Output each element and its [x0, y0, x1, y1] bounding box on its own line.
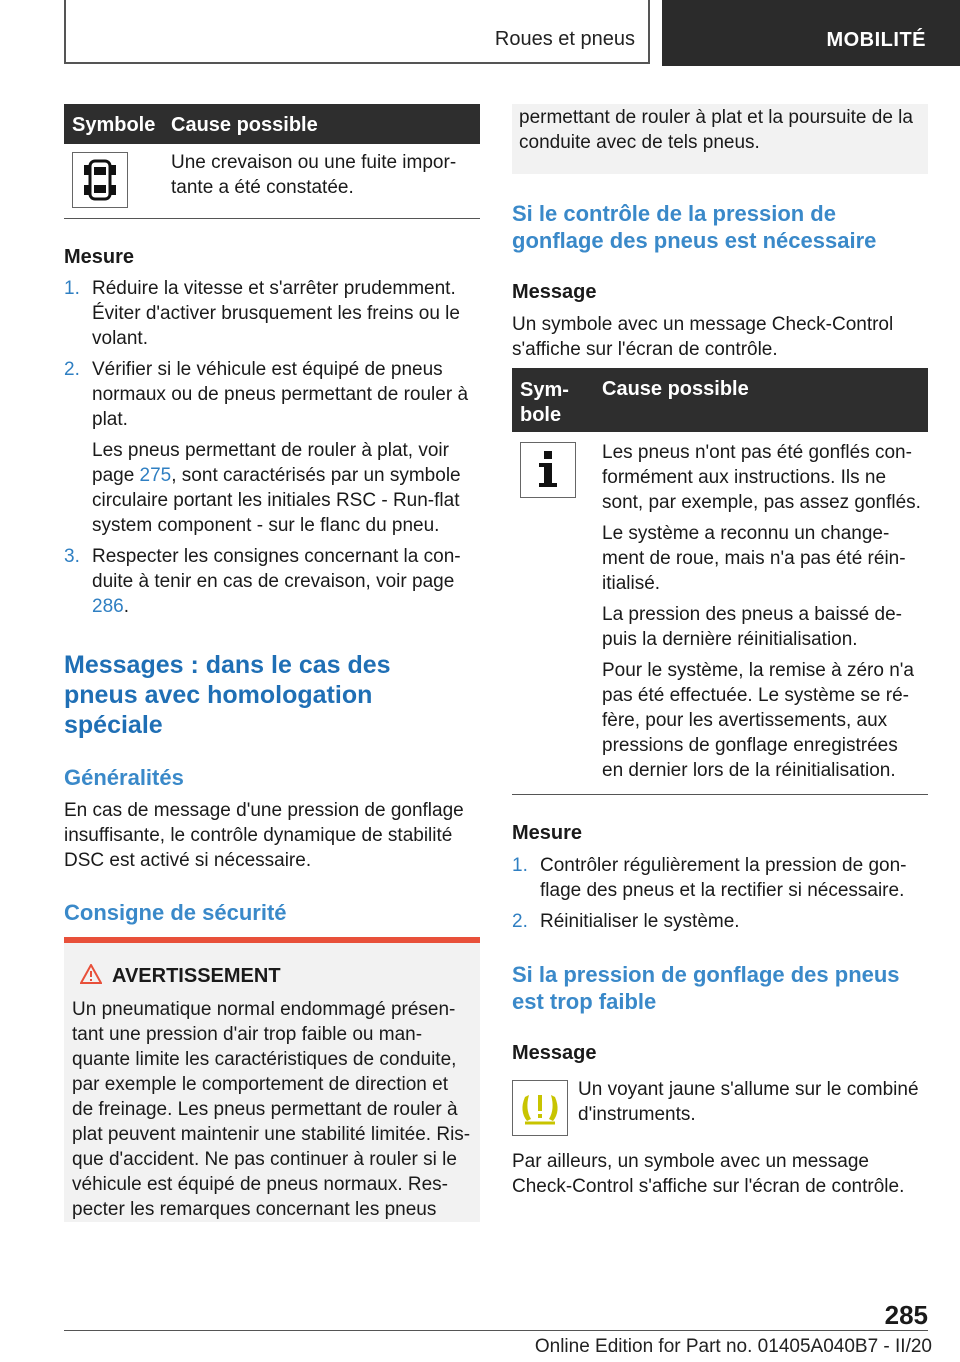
mesure2-item-2 — [512, 909, 924, 934]
car-puncture-icon — [72, 152, 128, 208]
mesure1-list — [64, 276, 476, 625]
list-text: Contrôler régulièrement la pression de gon-flage des pneus et la rectifier si nécessaire. — [540, 855, 907, 901]
faible-after-text: Par ailleurs, un symbole avec un message Check-Control s'affiche sur l'écran de contrôle. — [512, 1151, 905, 1197]
controle-message-title: Message — [512, 281, 597, 303]
list-text-end: . — [123, 596, 129, 617]
edition-note: Online Edition for Part no. 01405A040B7 - II/20 — [534, 1336, 932, 1357]
list-number: 1. — [64, 278, 80, 299]
list-text: Vérifier si le véhicule est équipé de pneus normaux ou de pneus permettant de rouler à plat. — [92, 359, 469, 430]
table1-bottom-rule — [64, 218, 480, 219]
mesure1-item-1 — [64, 276, 476, 351]
list-number: 2. — [64, 359, 80, 380]
consigne-heading: Consigne de sécurité — [64, 900, 287, 925]
table2-para-1: Les pneus n'ont pas été gonflés con-formément aux instructions. Ils ne sont, par exemple, pas assez gonflés. — [602, 442, 921, 513]
extra-text-a: Les pneus permettant de rouler à plat, voir page — [92, 440, 449, 486]
table2-para-3: La pression des pneus a baissé de-puis la dernière réinitialisation. — [602, 604, 902, 650]
table2-col-cause: Cause possible — [602, 378, 749, 400]
warning-text: Un pneumatique normal endommagé présen-tant une pression d'air trop faible ou man-quante limite les caractéristiques de conduite, par exemple le comportement de direction et de freinage. Les pneus permettant de rouler à plat peuvent maintenir une stabilité limitée. Ris-que d'accident. Ne pas continuer à rouler si le véhicule est équipé de pneus normaux. Res-pecter les remarques concernant les pneus — [72, 999, 471, 1220]
mesure1-item-2-extra — [92, 438, 476, 538]
warning-continued-text: permettant de rouler à plat et la poursuite de la conduite avec de tels pneus. — [519, 107, 913, 153]
list-text: Réinitialiser le système. — [540, 911, 740, 932]
table2-header — [512, 368, 928, 432]
mesure2-item-1 — [512, 853, 924, 903]
warning-triangle-icon — [80, 964, 102, 984]
warning-label: AVERTISSEMENT — [112, 965, 281, 987]
page-link-275[interactable]: 275 — [139, 465, 172, 486]
mesure2-title: Mesure — [512, 822, 583, 844]
faible-lamp-text: Un voyant jaune s'allume sur le combiné d'instruments. — [578, 1079, 919, 1125]
page-number: 285 — [884, 1300, 928, 1330]
page-link-286[interactable]: 286 — [92, 596, 124, 617]
list-text: Respecter les consignes concernant la con-duite à tenir en cas de crevaison, voir page — [92, 546, 461, 592]
header-bottom-rule — [64, 62, 650, 64]
table2-bottom-rule — [512, 794, 928, 795]
info-icon — [520, 442, 576, 498]
table2-col-symbol: Sym- bole — [520, 379, 569, 426]
footer-rule — [64, 1330, 928, 1331]
faible-heading: Si la pression de gonflage des pneus est trop faible — [512, 962, 900, 1014]
table1-col-symbol: Symbole — [72, 114, 156, 136]
list-number: 1. — [512, 855, 528, 876]
tire-pressure-warning-icon — [512, 1080, 568, 1136]
table2-para-4: Pour le système, la remise à zéro n'a pas été effectuée. Le système se ré-fère, pour les avertissements, aux pressions de gonflage enregistrées en dernier lors de la réinitialisation. — [602, 660, 914, 781]
table2-para-2: Le système a reconnu un change-ment de roue, mais n'a pas été réin-itialisé. — [602, 523, 906, 594]
generalites-text: En cas de message d'une pression de gonflage insuffisante, le contrôle dynamique de stabilité DSC est activé si nécessaire. — [64, 800, 464, 871]
table1-cause-text: Une crevaison ou une fuite impor- tante a été constatée. — [171, 152, 457, 198]
mesure2-list — [512, 853, 924, 940]
controle-message-text: Un symbole avec un message Check-Control s'affiche sur l'écran de contrôle. — [512, 314, 894, 360]
table1-col-cause: Cause possible — [171, 114, 318, 136]
extra-text-b: , sont caractérisés par un symbole circulaire portant les initiales RSC - Run-flat system component - sur le flanc du pneu. — [92, 465, 461, 536]
header-left-rule — [64, 0, 66, 64]
messages-heading: Messages : dans le cas des pneus avec homologation spéciale — [64, 651, 391, 739]
header-chapter-tab — [662, 0, 960, 66]
header-section-title: Roues et pneus — [494, 28, 635, 50]
header-divider — [648, 0, 650, 64]
list-number: 3. — [64, 546, 80, 567]
chapter-title: MOBILITÉ — [826, 29, 926, 51]
list-number: 2. — [512, 911, 528, 932]
table1-header — [64, 104, 480, 144]
mesure1-title: Mesure — [64, 246, 135, 268]
table2-cause-list — [602, 440, 924, 789]
generalites-heading: Généralités — [64, 765, 184, 790]
list-text: Réduire la vitesse et s'arrêter prudemment. Éviter d'activer brusquement les freins ou le volant. — [92, 278, 460, 349]
faible-message-title: Message — [512, 1042, 597, 1064]
mesure1-item-3 — [64, 544, 476, 619]
mesure1-item-2 — [64, 357, 476, 538]
controle-heading: Si le contrôle de la pression de gonflage des pneus est nécessaire — [512, 201, 877, 253]
